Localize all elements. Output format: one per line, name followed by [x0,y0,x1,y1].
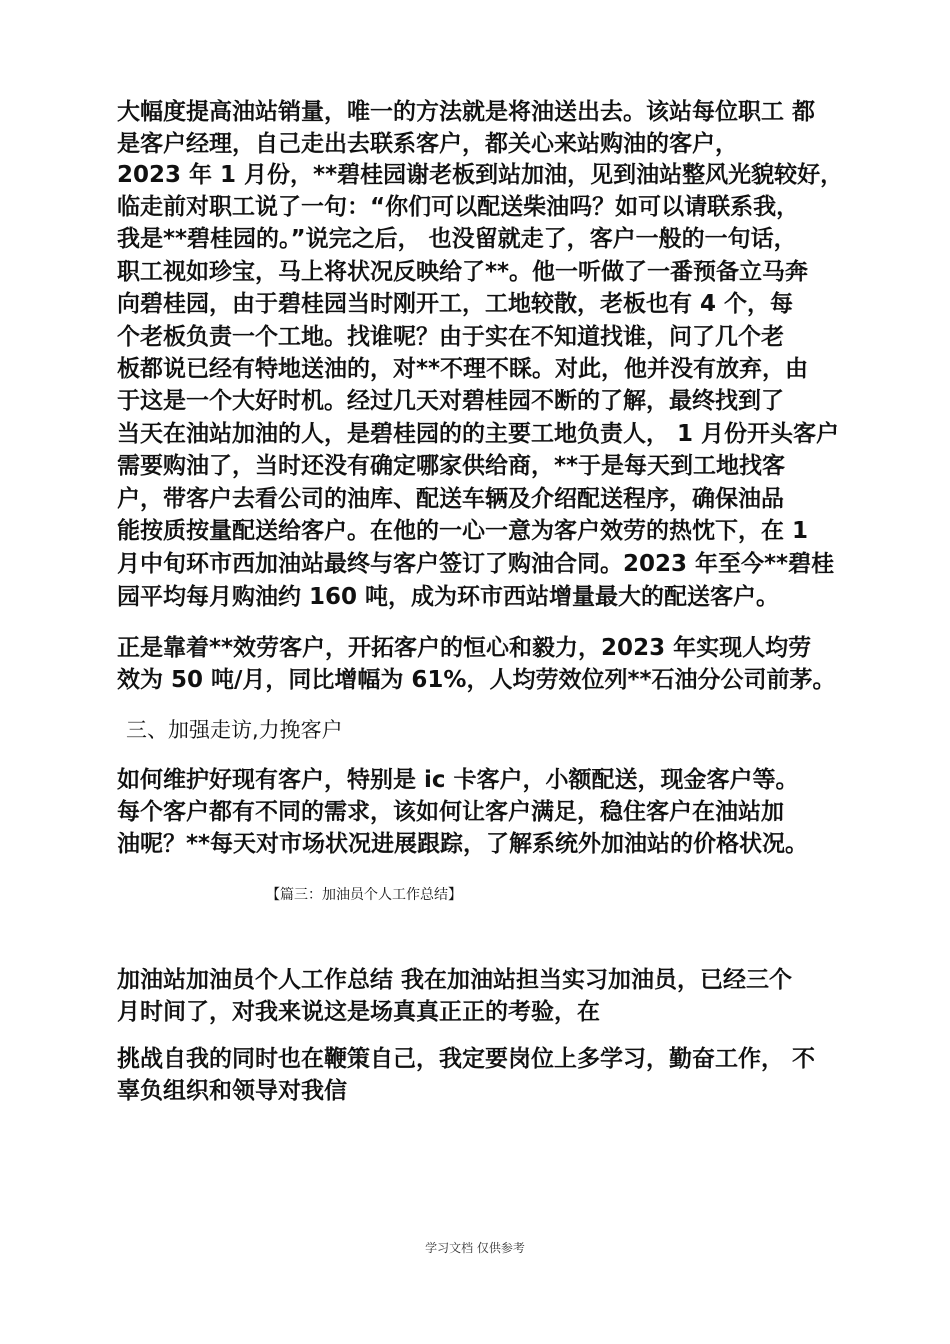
paragraph-4-line-1: 加油站加油员个人工作总结 我在加油站担当实习加油员，已经三个 [117,967,793,993]
paragraph-2-line-2: 效为 50 吨/月，同比增幅为 61%，人均劳效位列**石油分公司前茅。 [117,667,836,693]
paragraph-5-line-2: 辜负组织和领导对我信 [117,1078,347,1104]
paragraph-1-line-13: 户，带客户去看公司的油库、配送车辆及介绍配送程序，确保油品 [117,486,784,512]
paragraph-1-line-16: 园平均每月购油约 160 吨，成为环市西站增量最大的配送客户。 [117,584,780,610]
paragraph-1-line-2: 是客户经理，自己走出去联系客户，都关心来站购油的客户， [117,131,738,157]
paragraph-5-line-1: 挑战自我的同时也在鞭策自己，我定要岗位上多学习，勤奋工作， 不 [117,1046,816,1072]
paragraph-1-line-5: 我是**碧桂园的。”说完之后， 也没留就走了，客户一般的一句话， [117,226,797,252]
paragraph-1-line-4: 临走前对职工说了一句：“你们可以配送柴油吗？如可以请联系我， [117,194,800,220]
paragraph-4-line-2: 月时间了，对我来说这是场真真正正的考验，在 [117,999,600,1025]
paragraph-1-line-12: 需要购油了，当时还没有确定哪家供给商，**于是每天到工地找客 [117,453,786,479]
chapter-subtitle: 【篇三：加油员个人工作总结】 [266,887,462,903]
paragraph-1-line-6: 职工视如珍宝，马上将状况反映给了**。他一听做了一番预备立马奔 [117,259,809,285]
paragraph-1-line-15: 月中旬环市西加油站最终与客户签订了购油合同。2023 年至今**碧桂 [117,551,835,577]
section-heading: 三、加强走访,力挽客户 [126,718,343,742]
paragraph-1-line-1: 大幅度提高油站销量，唯一的方法就是将油送出去。该站每位职工 都 [117,99,816,125]
paragraph-2-line-1: 正是靠着**效劳客户，开拓客户的恒心和毅力，2023 年实现人均劳 [117,635,812,661]
paragraph-1-line-10: 于这是一个大好时机。经过几天对碧桂园不断的了解，最终找到了 [117,388,784,414]
paragraph-1-line-3: 2023 年 1 月份，**碧桂园谢老板到站加油，见到油站整风光貌较好， [117,162,844,188]
paragraph-1-line-11: 当天在油站加油的人，是碧桂园的的主要工地负责人， 1 月份开头客户 [117,421,840,447]
paragraph-1-line-14: 能按质按量配送给客户。在他的一心一意为客户效劳的热忱下，在 1 [117,518,809,544]
paragraph-1-line-8: 个老板负责一个工地。找谁呢？由于实在不知道找谁，问了几个老 [117,324,784,350]
paragraph-3-line-2: 每个客户都有不同的需求，该如何让客户满足，稳住客户在油站加 [117,799,784,825]
paragraph-1-line-7: 向碧桂园，由于碧桂园当时刚开工，工地较散，老板也有 4 个，每 [117,291,794,317]
paragraph-1-line-9: 板都说已经有特地送油的，对**不理不睬。对此，他并没有放弃，由 [117,356,809,382]
paragraph-3-line-3: 油呢？**每天对市场状况进展跟踪，了解系统外加油站的价格状况。 [117,831,809,857]
page-footer: 学习文档 仅供参考 [425,1241,525,1255]
paragraph-3-line-1: 如何维护好现有客户，特别是 ic 卡客户，小额配送，现金客户等。 [117,767,799,793]
